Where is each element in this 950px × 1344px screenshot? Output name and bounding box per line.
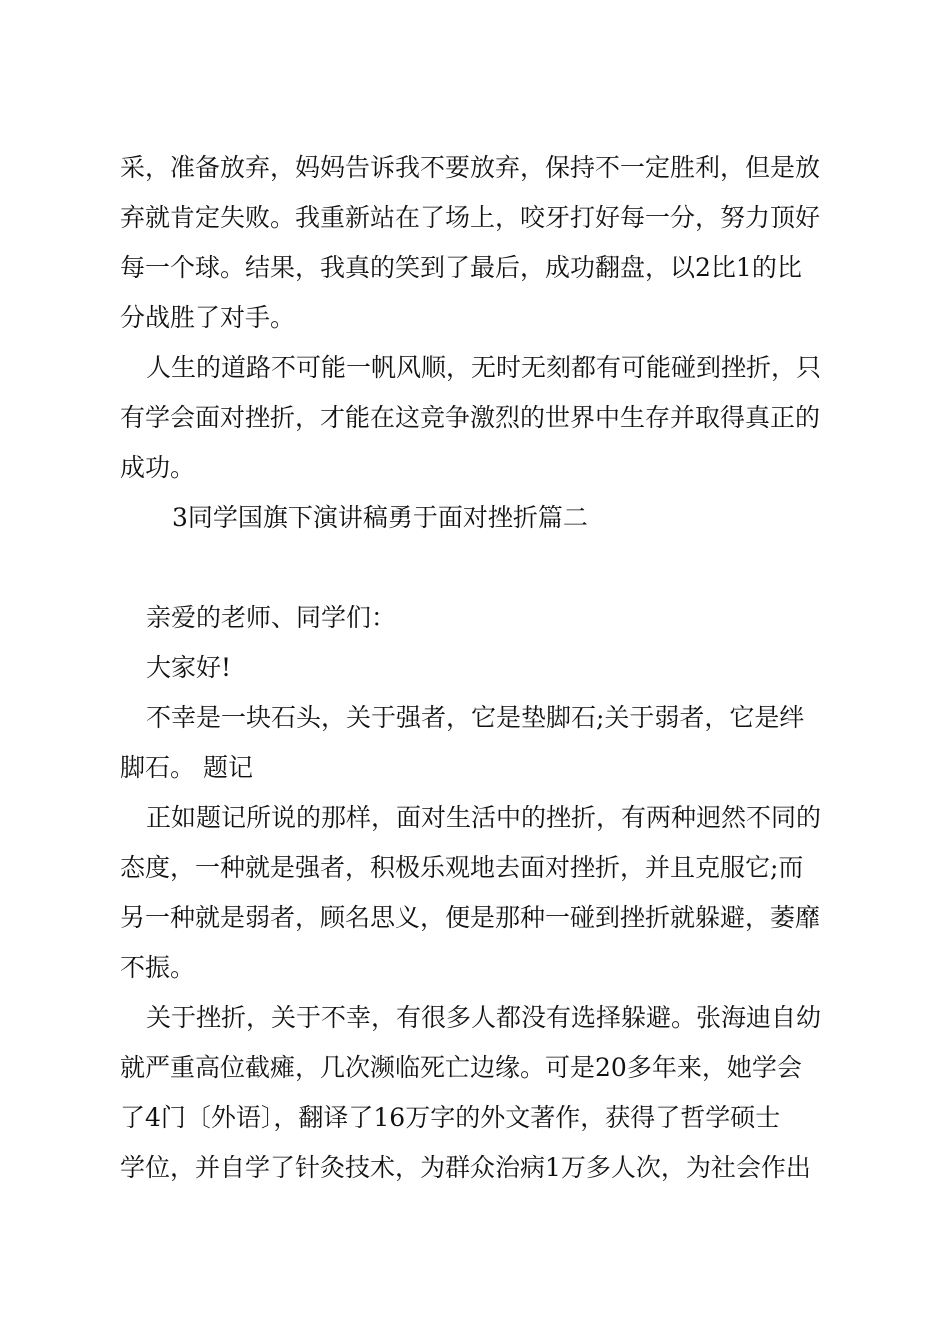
text-line: 脚石。 题记 xyxy=(120,753,253,782)
text-line: 学位，并自学了针灸技术，为群众治病1万多人次，为社会作出 xyxy=(120,1153,811,1182)
text-line: 有学会面对挫折，才能在这竞争激烈的世界中生存并取得真正的 xyxy=(120,403,821,432)
text-line: 关于挫折，关于不幸，有很多人都没有选择躲避。张海迪自幼 xyxy=(146,1003,822,1032)
text-line: 另一种就是弱者，顾名思义，便是那种一碰到挫折就躲避，萎靡 xyxy=(120,903,821,932)
text-line: 成功。 xyxy=(120,453,196,482)
text-line: 了4门〔外语〕，翻译了16万字的外文著作，获得了哲学硕士 xyxy=(120,1103,781,1132)
text-line: 每一个球。结果，我真的笑到了最后，成功翻盘，以2比1的比 xyxy=(120,253,802,282)
salutation: 亲爱的老师、同学们： xyxy=(146,603,397,632)
greeting: 大家好! xyxy=(146,653,232,682)
text-line: 不振。 xyxy=(120,953,196,982)
text-line: 态度，一种就是强者，积极乐观地去面对挫折，并且克服它;而 xyxy=(120,853,804,882)
text-line: 采，准备放弃，妈妈告诉我不要放弃，保持不一定胜利，但是放 xyxy=(120,153,821,182)
text-line: 弃就肯定失败。我重新站在了场上，咬牙打好每一分，努力顶好 xyxy=(120,203,821,232)
text-line: 分战胜了对手。 xyxy=(120,303,296,332)
text-line: 人生的道路不可能一帆风顺，无时无刻都有可能碰到挫折，只 xyxy=(146,353,822,382)
section-heading: 3同学国旗下演讲稿勇于面对挫折篇二 xyxy=(172,503,588,532)
text-line: 就严重高位截瘫，几次濒临死亡边缘。可是20多年来，她学会 xyxy=(120,1053,802,1082)
text-line: 正如题记所说的那样，面对生活中的挫折，有两种迥然不同的 xyxy=(146,803,822,832)
text-line: 不幸是一块石头，关于强者，它是垫脚石;关于弱者，它是绊 xyxy=(146,703,805,732)
